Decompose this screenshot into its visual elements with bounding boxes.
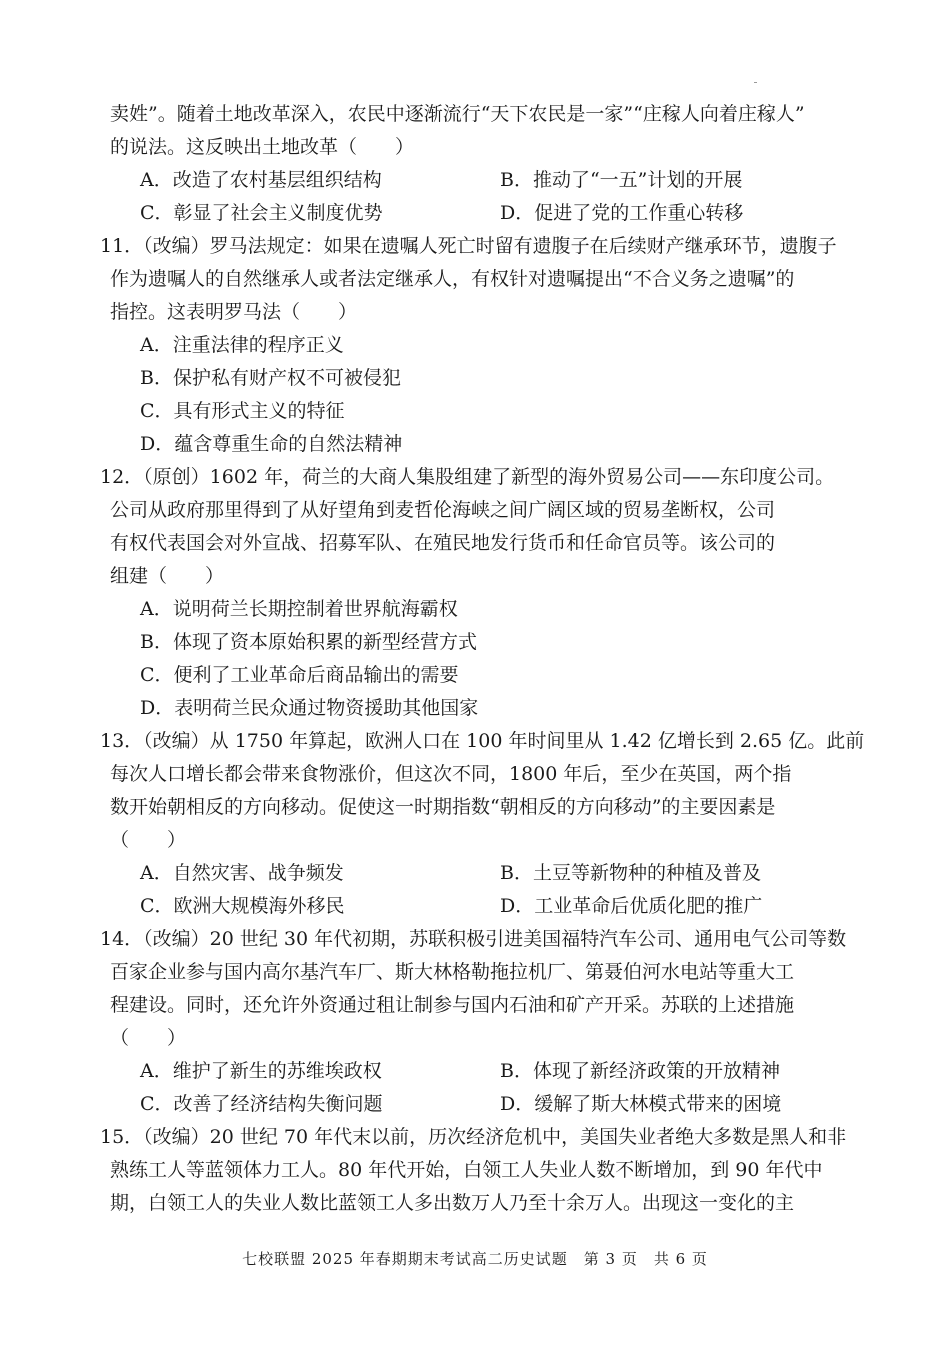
question-14 bbox=[100, 923, 870, 1121]
option-a: A．维护了新生的苏维埃政权 bbox=[140, 1060, 382, 1082]
question-text-line: 程建设。同时，还允许外资通过租让制参与国内石油和矿产开采。苏联的上述措施 bbox=[110, 994, 795, 1016]
question-text-line: 卖姓”。随着土地改革深入，农民中逐渐流行“天下农民是一家”“庄稼人向着庄稼人” bbox=[110, 103, 805, 125]
option-row bbox=[110, 857, 870, 890]
option-a: A．说明荷兰长期控制着世界航海霸权 bbox=[140, 598, 458, 620]
option-c: C．便利了工业革命后商品输出的需要 bbox=[140, 664, 459, 686]
question-stem: 14．（改编）20 世纪 30 年代初期，苏联积极引进美国福特汽车公司、通用电气公司等数 bbox=[100, 928, 847, 950]
question-text-line: 熟练工人等蓝领体力工人。80 年代开始，白领工人失业人数不断增加，到 90 年代中 bbox=[110, 1159, 823, 1181]
question-stem: 13．（改编）从 1750 年算起，欧洲人口在 100 年时间里从 1.42 亿增长到 2.65 亿。此前 bbox=[100, 730, 865, 752]
option-a: A．自然灾害、战争频发 bbox=[140, 862, 344, 884]
question-stem: 11．（改编）罗马法规定：如果在遗嘱人死亡时留有遗腹子在后续财产继承环节，遗腹子 bbox=[100, 235, 837, 257]
question-text-line: 期，白领工人的失业人数比蓝领工人多出数万人乃至十余万人。出现这一变化的主 bbox=[110, 1192, 795, 1214]
option-d: D．促进了党的工作重心转移 bbox=[500, 202, 744, 224]
question-stem: 15．（改编）20 世纪 70 年代末以前，历次经济危机中，美国失业者绝大多数是黑人和非 bbox=[100, 1126, 847, 1148]
option-b: B．体现了新经济政策的开放精神 bbox=[500, 1060, 780, 1082]
scan-mark bbox=[754, 82, 757, 83]
option-d: D．缓解了斯大林模式带来的困境 bbox=[500, 1093, 782, 1115]
option-b: B．推动了“一五”计划的开展 bbox=[500, 169, 743, 191]
option-c: C．具有形式主义的特征 bbox=[140, 400, 345, 422]
option-a: A．注重法律的程序正义 bbox=[140, 334, 344, 356]
question-text-line: （ ） bbox=[110, 1027, 187, 1049]
question-15 bbox=[100, 1121, 870, 1220]
question-text-line: （ ） bbox=[110, 829, 187, 851]
question-10-continuation bbox=[110, 98, 870, 230]
option-row bbox=[110, 1088, 870, 1121]
question-12 bbox=[100, 461, 870, 725]
option-b: B．体现了资本原始积累的新型经营方式 bbox=[140, 631, 477, 653]
option-d: D．蕴含尊重生命的自然法精神 bbox=[140, 433, 403, 455]
option-d: D．工业革命后优质化肥的推广 bbox=[500, 895, 763, 917]
question-text-line: 百家企业参与国内高尔基汽车厂、斯大林格勒拖拉机厂、第聂伯河水电站等重大工 bbox=[110, 961, 795, 983]
question-text-line: 作为遗嘱人的自然继承人或者法定继承人，有权针对遗嘱提出“不合义务之遗嘱”的 bbox=[110, 268, 795, 290]
question-text-line: 指控。这表明罗马法（ ） bbox=[110, 301, 358, 323]
exam-content bbox=[100, 98, 870, 1220]
option-row bbox=[110, 1055, 870, 1088]
question-text-line: 的说法。这反映出土地改革（ ） bbox=[110, 136, 415, 158]
question-stem: 12．（原创）1602 年，荷兰的大商人集股组建了新型的海外贸易公司——东印度公司。 bbox=[100, 466, 835, 488]
option-row bbox=[110, 890, 870, 923]
question-13 bbox=[100, 725, 870, 923]
question-text-line: 有权代表国会对外宣战、招募军队、在殖民地发行货币和任命官员等。该公司的 bbox=[110, 532, 776, 554]
question-text-line: 数开始朝相反的方向移动。促使这一时期指数“朝相反的方向移动”的主要因素是 bbox=[110, 796, 776, 818]
question-text-line: 组建（ ） bbox=[110, 565, 225, 587]
option-a: A．改造了农村基层组织结构 bbox=[140, 169, 382, 191]
question-11 bbox=[100, 230, 870, 461]
option-c: C．欧洲大规模海外移民 bbox=[140, 895, 345, 917]
option-c: C．彰显了社会主义制度优势 bbox=[140, 202, 383, 224]
option-row bbox=[110, 164, 870, 197]
page-footer: 七校联盟 2025 年春期期末考试高二历史试题 第 3 页 共 6 页 bbox=[242, 1250, 708, 1268]
question-text-line: 每次人口增长都会带来食物涨价，但这次不同，1800 年后，至少在英国，两个指 bbox=[110, 763, 792, 785]
option-c: C．改善了经济结构失衡问题 bbox=[140, 1093, 383, 1115]
option-b: B．土豆等新物种的种植及普及 bbox=[500, 862, 761, 884]
option-d: D．表明荷兰民众通过物资援助其他国家 bbox=[140, 697, 479, 719]
option-b: B．保护私有财产权不可被侵犯 bbox=[140, 367, 401, 389]
option-row bbox=[110, 197, 870, 230]
question-text-line: 公司从政府那里得到了从好望角到麦哲伦海峡之间广阔区域的贸易垄断权，公司 bbox=[110, 499, 776, 521]
